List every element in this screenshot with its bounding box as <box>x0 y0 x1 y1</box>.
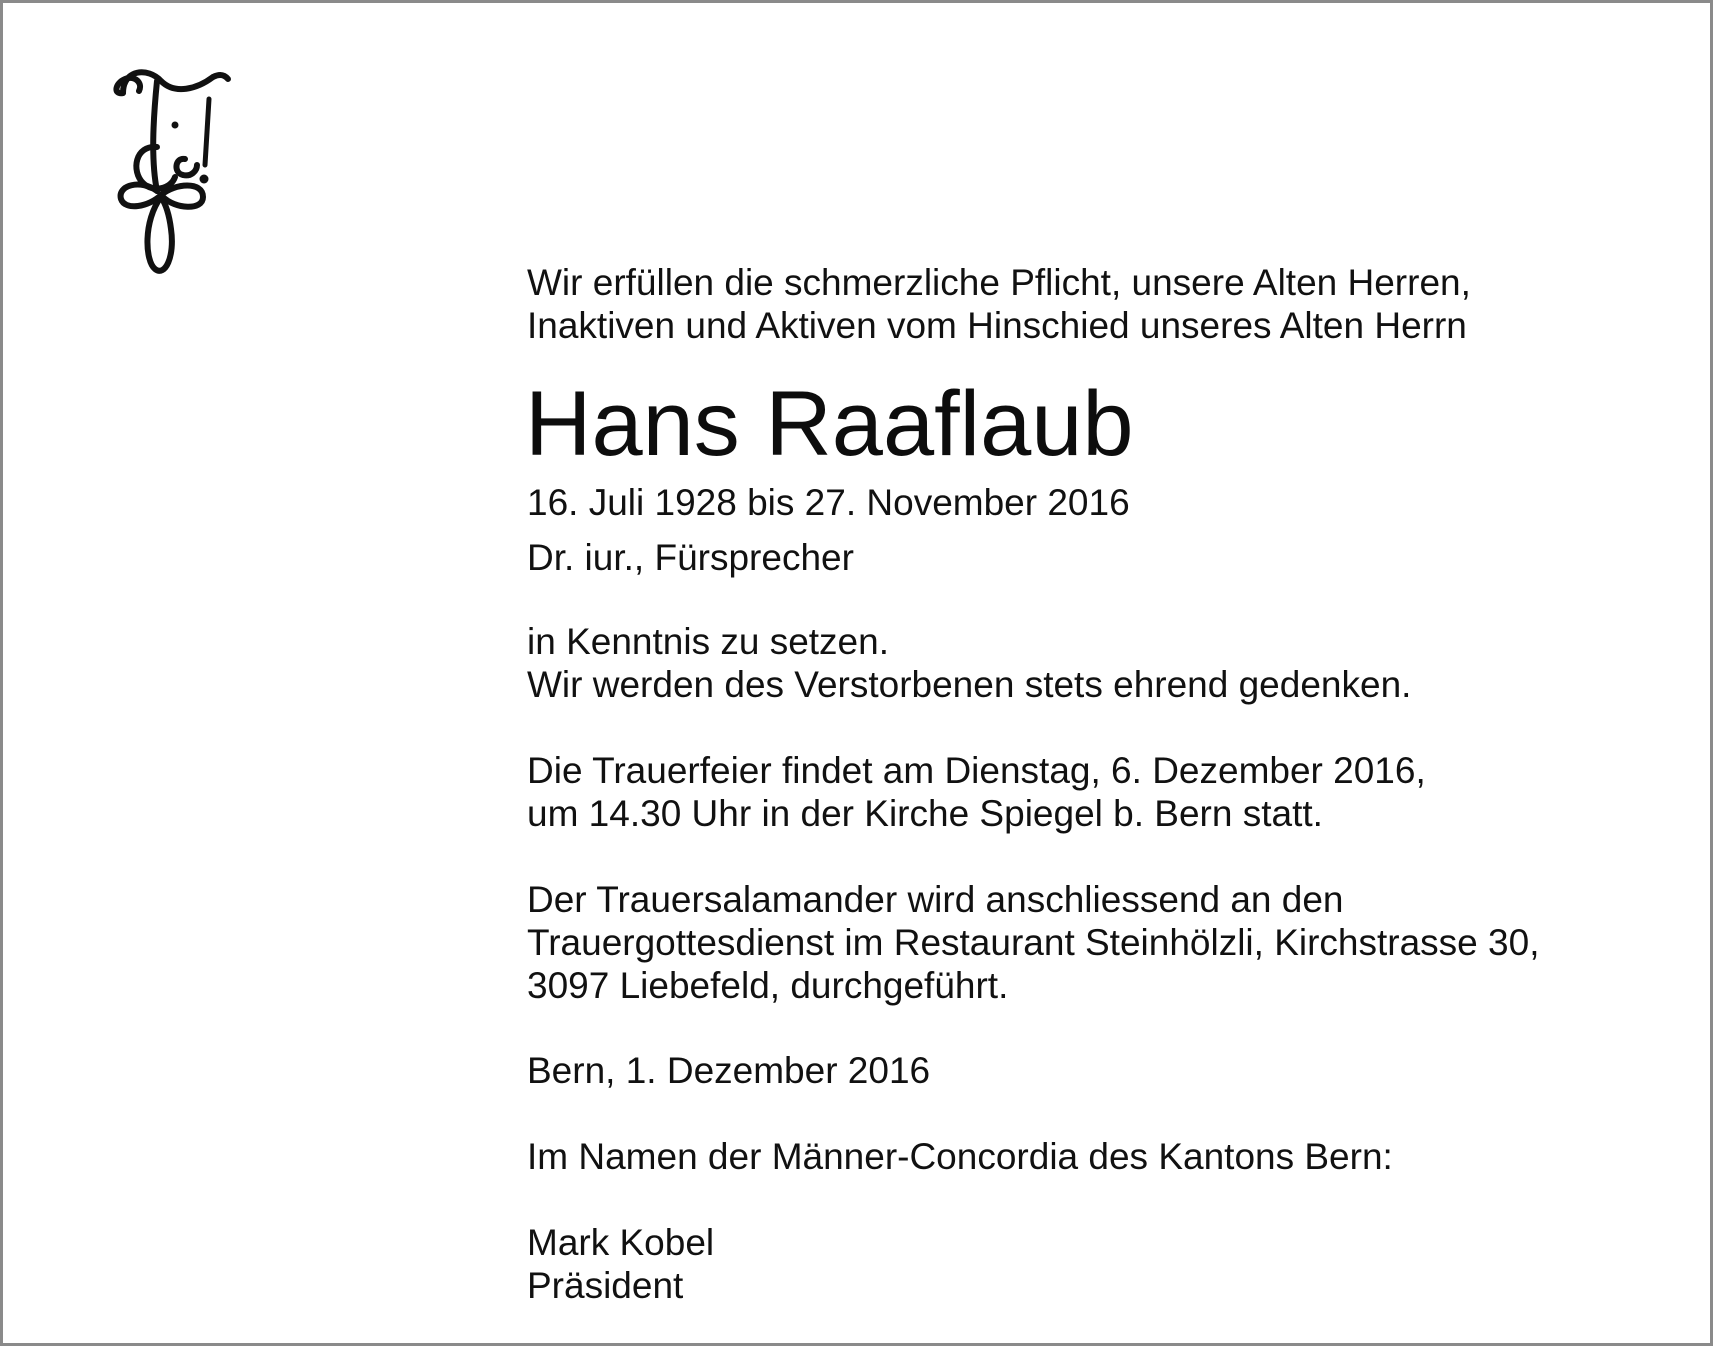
salamander-line-3: 3097 Liebefeld, durchgeführt. <box>527 965 1009 1006</box>
service-line-2: um 14.30 Uhr in der Kirche Spiegel b. Bern statt. <box>527 793 1323 834</box>
on-behalf-line: Im Namen der Männer-Concordia des Kantons Bern: <box>527 1136 1393 1177</box>
life-dates: 16. Juli 1928 bis 27. November 2016 <box>527 482 1130 523</box>
salamander-line-1: Der Trauersalamander wird anschliessend an den <box>527 879 1344 920</box>
closing-line-1: in Kenntnis zu setzen. <box>527 621 889 662</box>
intro-line-2: Inaktiven und Aktiven vom Hinschied unseres Alten Herrn <box>527 305 1467 346</box>
signatory-role: Präsident <box>527 1265 684 1306</box>
deceased-name: Hans Raaflaub <box>525 373 1134 475</box>
signatory-name: Mark Kobel <box>527 1222 715 1263</box>
place-date: Bern, 1. Dezember 2016 <box>527 1050 931 1091</box>
zirkel-monogram-icon <box>113 61 243 301</box>
salamander-line-2: Trauergottesdienst im Restaurant Steinhölzli, Kirchstrasse 30, <box>527 922 1540 963</box>
academic-title: Dr. iur., Fürsprecher <box>527 537 854 578</box>
service-line-1: Die Trauerfeier findet am Dienstag, 6. Dezember 2016, <box>527 750 1426 791</box>
intro-line-1: Wir erfüllen die schmerzliche Pflicht, unsere Alten Herren, <box>527 262 1471 303</box>
closing-line-2: Wir werden des Verstorbenen stets ehrend gedenken. <box>527 664 1412 705</box>
